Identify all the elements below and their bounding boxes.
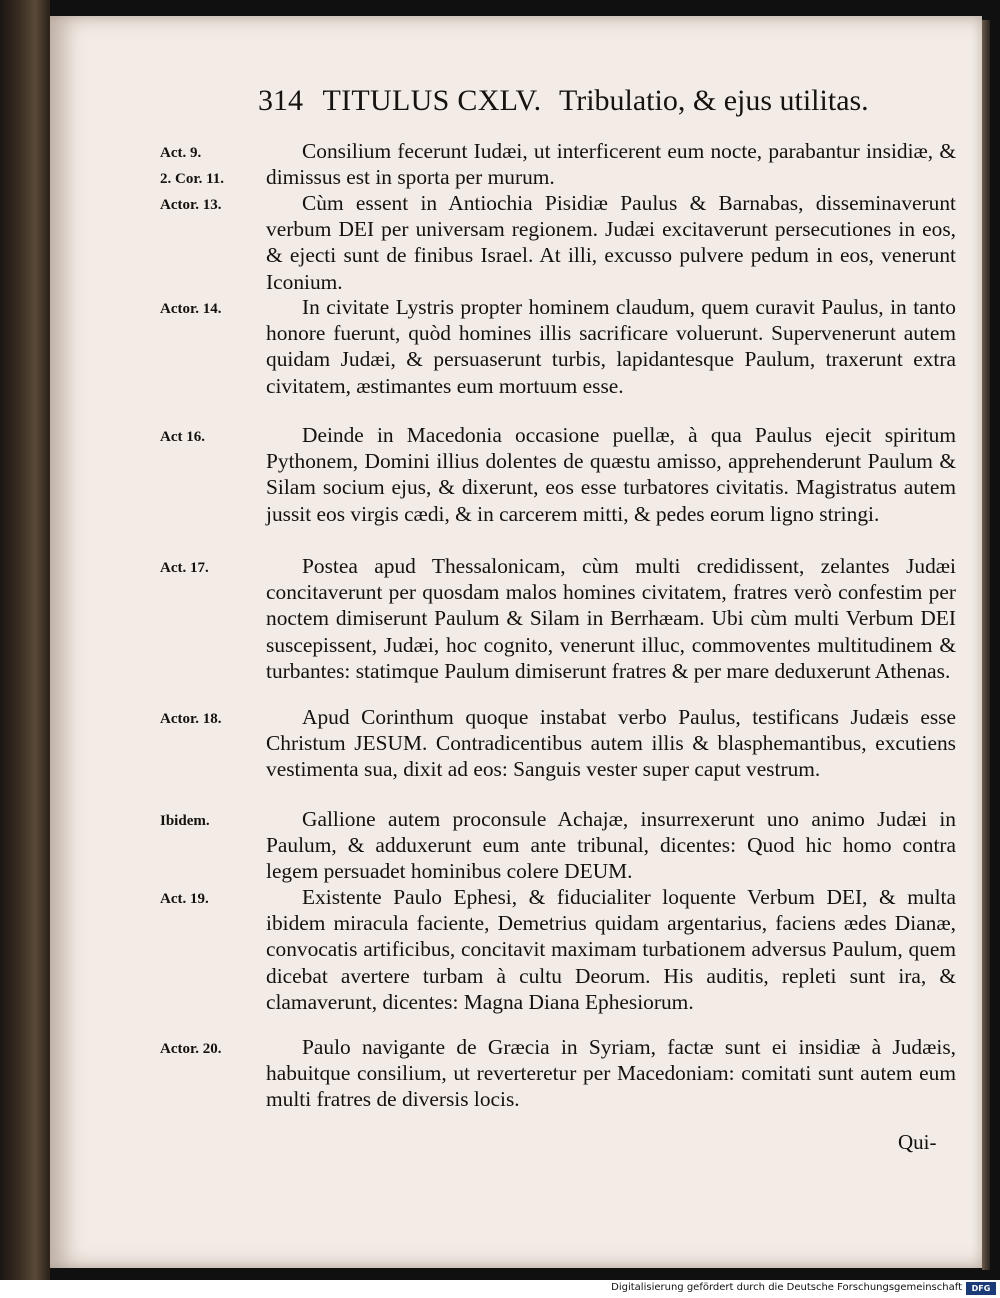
passage-text: Postea apud Thessalonicam, cùm multi credidissent, zelantes Judæi concitaverunt per quosdam malos homines civitatem, fratres verò confestim per noctem dimiserunt Paulum & Silam in Berrhæam. Ubi cùm multi Verbum DEI suscepissent, Judæi, hoc cognito, venerunt illuc, commoventes multitudinem & turbantes: statimque Paulum dimiserunt fratres & per mare deduxerunt Athenas. [266, 554, 956, 683]
margin-reference [160, 808, 264, 834]
funding-credit: Digitalisierung gefördert durch die Deutsche Forschungsgemeinschaft [611, 1282, 962, 1293]
reference-label: Act. 19. [160, 891, 209, 907]
margin-reference [160, 706, 264, 732]
book-spine [0, 0, 50, 1280]
margin-reference [160, 192, 264, 218]
chapter-title: TITULUS CXLV. [322, 84, 542, 117]
running-header [258, 84, 869, 128]
footer-bar [0, 1280, 1000, 1298]
passage-text: Consilium fecerunt Iudæi, ut interficerent eum nocte, parabantur insidiæ, & dimissus est in sporta per murum. [266, 139, 956, 190]
reference-label: Act. 9. [160, 145, 202, 161]
margin-reference [160, 1036, 264, 1062]
reference-label: Actor. 13. [160, 197, 222, 213]
passage-text: Cùm essent in Antiochia Pisidiæ Paulus & Barnabas, disseminaverunt verbum DEI per universam regionem. Judæi excitaverunt persecutiones in eos, & ejecti sunt de finibus Israel. At illi, excusso pulvere pedum in eos, venerunt Iconium. [266, 191, 956, 294]
reference-label: Ibidem. [160, 813, 210, 829]
passage-text: In civitate Lystris propter hominem claudum, quem curavit Paulus, in tanto honore fuerunt, quòd homines illis sacrificare voluerunt. Supervenerunt autem quidam Judæi, & persuaserunt turbis, lapidantesque Paulum, traxerunt extra civitatem, æstimantes eum mortuum esse. [266, 295, 956, 398]
passage-text: Deinde in Macedonia occasione puellæ, à qua Paulus ejecit spiritum Pythonem, Domini illius dolentes de quæstu amisso, apprehenderunt Paulum & Silam socium ejus, & dixerunt, eos esse turbatores civitatis. Magistratus autem jussit eos virgis cædi, & in carcerem mitti, & pedes eorum ligno stringi. [266, 423, 956, 526]
dfg-logo: DFG [966, 1282, 996, 1295]
page-number: 314 [258, 84, 303, 117]
passage-text: Apud Corinthum quoque instabat verbo Paulus, testificans Judæis esse Christum JESUM. Contradicentibus autem illis & blasphemantibus, excutiens vestimenta sua, dixit ad eos: Sanguis vester super caput vestrum. [266, 705, 956, 782]
reference-label: 2. Cor. 11. [160, 171, 225, 188]
margin-reference [160, 140, 264, 192]
reference-label: Act 16. [160, 429, 205, 445]
reference-label: Actor. 18. [160, 711, 222, 727]
passage-text: Existente Paulo Ephesi, & fiducialiter loquente Verbum DEI, & multa ibidem miracula faciente, Demetrius quidam argentarius, faciens ædes Dianæ, convocatis artificibus, concitavit maximam turbationem adversus Paulum, quem dicebat avertere turbam à cultu Deorum. His auditis, repleti sunt ira, & clamaverunt, dicentes: Magna Diana Ephesiorum. [266, 885, 956, 1014]
margin-reference [160, 296, 264, 322]
margin-reference [160, 886, 264, 912]
catchword: Qui- [898, 1130, 937, 1154]
reference-label: Actor. 20. [160, 1041, 222, 1057]
margin-reference [160, 424, 264, 450]
page-edge [982, 20, 990, 1270]
margin-reference [160, 555, 264, 581]
reference-label: Act. 17. [160, 560, 209, 576]
chapter-subtitle: Tribulatio, & ejus utilitas. [558, 84, 869, 117]
passage-text: Gallione autem proconsule Achajæ, insurrexerunt uno animo Judæi in Paulum, & adduxerunt eum ante tribunal, dicentes: Quod hic homo contra legem persuadet hominibus colere DEUM. [266, 807, 956, 884]
passage-text: Paulo navigante de Græcia in Syriam, factæ sunt ei insidiæ à Judæis, habuitque consilium, ut reverteretur per Macedoniam: comitati sunt autem eum multi fratres de diversis locis. [266, 1035, 956, 1112]
reference-label: Actor. 14. [160, 301, 222, 317]
